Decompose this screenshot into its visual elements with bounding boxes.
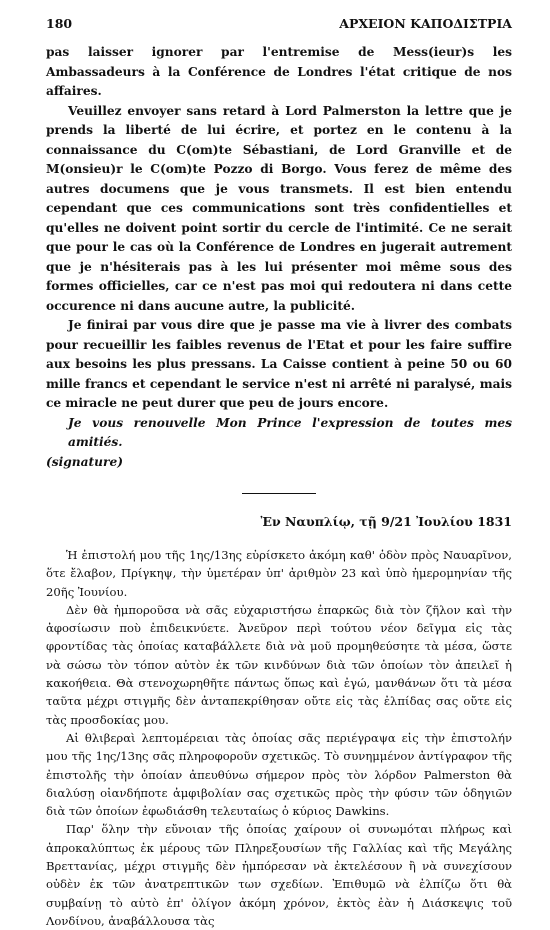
greek-paragraph: Αἱ θλιβεραὶ λεπτομέρειαι τὰς ὁποίας σᾶς περιέγραψα εἰς τὴν ἐπιστολήν μου τῆς 1ης/13ης σᾶς πληροφοροῦν σχετικῶς. Τὸ συνημμένον ἀντίγραφον τῆς ἐπιστολῆς τὴν ὁποίαν ἀπευθύνω σήμερον πρὸς τὸν λόρδον Palmerston θὰ διαλύσῃ οἱανδήποτε ἀμφιβολίαν σας σχετικῶς πρὸς τὴν φύσιν τῶν ὁδηγιῶν διὰ τῶν ὁποίων ἐφωδιάσθη τελευταίως ὁ κύριος Dawkins. <box>46 730 512 819</box>
french-letter <box>46 43 512 472</box>
french-paragraph: pas laisser ignorer par l'entremise de Mess(ieur)s les Ambassadeurs à la Conférence de Londres l'état critique de nos affaires. <box>46 45 512 98</box>
signature-note: (signature) <box>46 454 123 469</box>
french-paragraph: Je finirai par vous dire que je passe ma vie à livrer des combats pour recueillir les faibles revenus de l'Etat et pour les faire suffire aux besoins les plus pressans. La Caisse contient à peine 50 ou 60 mille francs et cependant le service n'est ni arrêté ni paralysé, mais ce miracle ne peut durer que peu de jours encore. <box>46 318 512 410</box>
greek-paragraph: Παρ' ὅλην τὴν εὔνοιαν τῆς ὁποίας χαίρουν οἱ συνωμόται πλήρως καὶ ἀπροκαλύπτως ἐκ μέρους τῶν Πληρεξουσίων τῆς Γαλλίας καὶ τῆς Μεγάλης Βρεττανίας, μέχρι στιγμῆς δὲν ἠμπόρεσαν νὰ ἐκτελέσουν ἢ νὰ συνεχίσουν οὐδὲν ἐκ τῶν ἀνατρεπτικῶν των σχεδίων. Ἐπιθυμῶ νὰ ἐλπίζω ὅτι θὰ συμβαίνῃ τὸ αὐτὸ ἐπ' ὀλίγον ἀκόμη χρόνον, ἐκτὸς ἐὰν ἡ Διάσκεψις τοῦ Λονδίνου, ἀναβάλλουσα τὰς <box>46 822 512 928</box>
running-title: ΑΡΧΕΙΟΝ ΚΑΠΟΔΙΣΤΡΙΑ <box>339 16 512 31</box>
page-header <box>46 16 512 31</box>
page-number: 180 <box>46 16 73 31</box>
greek-paragraph: Δὲν θὰ ἠμποροῦσα νὰ σᾶς εὐχαριστήσω ἐπαρκῶς διὰ τὸν ζῆλον καὶ τὴν ἀφοσίωσιν ποὺ ἐπιδεικνύετε. Ἀνεῦρον περὶ τούτου νέον δεῖγμα εἰς τὰς φροντίδας τὰς ὁποίας καταβάλλετε διὰ νὰ μοῦ προμηθεύσητε τὰ μέσα, ὥστε νὰ σώσω τὸν τόπον αὐτὸν ἐκ τῶν κινδύνων διὰ τῶν ὁποίων τὸν ἀπειλεῖ ἡ κακοήθεια. Θὰ στενοχωρηθῆτε πάντως ὅπως καὶ ἐγώ, μανθάνων ὅτι τὰ μέσα ταῦτα μέχρι στιγμῆς δὲν ἀνταπεκρίθησαν οὔτε εἰς τὰς ἐλπίδας σας οὔτε εἰς τὰς προσδοκίας μου. <box>46 602 512 727</box>
letter-closing: Je vous renouvelle Mon Prince l'expression de toutes mes amitiés. <box>68 415 512 449</box>
greek-letter <box>46 546 512 930</box>
letter-dateline: Ἐν Ναυπλίῳ, τῇ 9/21 Ἰουλίου 1831 <box>260 514 512 529</box>
greek-paragraph: Ἡ ἐπιστολή μου τῆς 1ης/13ης εὑρίσκετο ἀκόμη καθ' ὁδὸν πρὸς Ναυαρῖνον, ὅτε ἔλαβον, Πρίγκηψ, τὴν ὑμετέραν ὑπ' ἀριθμὸν 23 καὶ ὑπὸ ἡμερομηνίαν τῆς 20ῆς Ἰουνίου. <box>46 548 512 599</box>
section-divider <box>242 493 316 494</box>
french-paragraph: Veuillez envoyer sans retard à Lord Palmerston la lettre que je prends la liberté de lui écrire, et portez en le contenu à la connaissance du C(om)te Sébastiani, de Lord Granville et de M(onsieu)r le C(om)te Pozzo di Borgo. Vous ferez de même des autres documens que je vous transmets. Il est bien entendu cependant que ces communications sont très confidentielles et qu'elles ne doivent point sortir du cercle de l'intimité. Ce ne serait que pour le cas où la Conférence de Londres en jugerait autrement que je n'hésiterais pas à les lui présenter moi même sous des formes officielles, car ce n'est pas moi qui redoutera ni dans cette occurence ni dans aucune autre, la publicité. <box>46 103 512 313</box>
